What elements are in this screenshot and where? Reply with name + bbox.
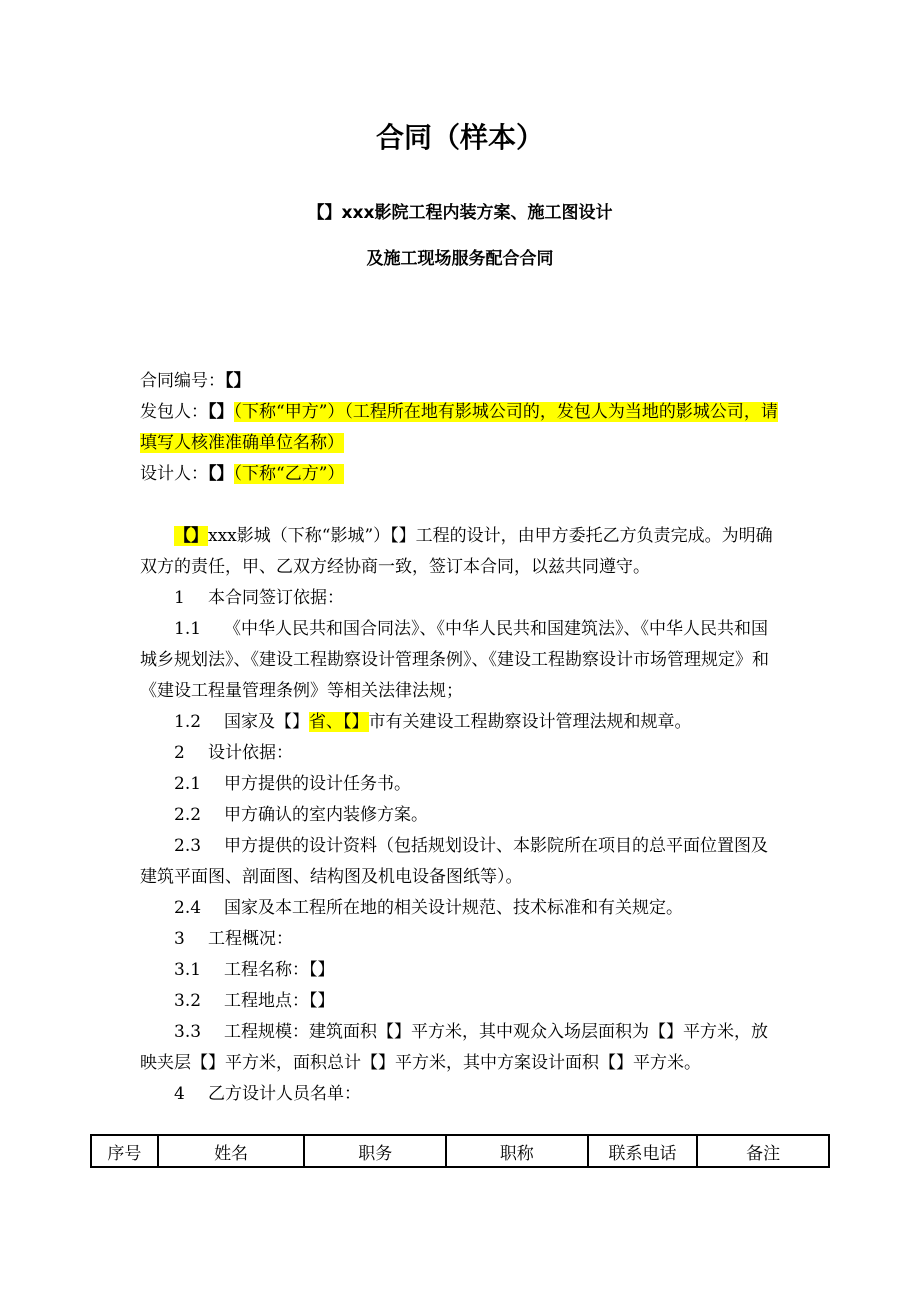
- section-2-1: [140, 769, 780, 800]
- section-2-4-text: 国家及本工程所在地的相关设计规范、技术标准和有关规定。: [224, 898, 683, 918]
- section-2-2: [140, 800, 780, 831]
- section-3-2-text: 工程地点：【】: [224, 991, 335, 1011]
- contract-number-line: [140, 366, 780, 397]
- section-1-1: [140, 614, 780, 707]
- section-1-2: [140, 707, 780, 738]
- section-2-1-number: 2.1: [174, 774, 202, 794]
- contract-subtitle-line-1: 【】xxx影院工程内装方案、施工图设计: [307, 203, 613, 223]
- section-2-4: [140, 893, 780, 924]
- staff-table-header-cell: 职称: [446, 1135, 588, 1167]
- party-a-note: （下称“甲方”）（工程所在地有影城公司的，发包人为当地的影城公司，请填写人核准准确单位名称）: [140, 402, 778, 453]
- spacer: [140, 490, 780, 521]
- staff-table-header-row: [91, 1135, 829, 1167]
- section-3-3: [140, 1017, 780, 1079]
- intro-paragraph: [140, 521, 780, 583]
- section-2-2-text: 甲方确认的室内装修方案。: [224, 805, 428, 825]
- intro-text: xxx影城（下称“影城”）【】工程的设计，由甲方委托乙方负责完成。为明确双方的责任，甲、乙双方经协商一致，签订本合同，以兹共同遵守。: [140, 526, 773, 577]
- section-3-3-text: 工程规模：建筑面积【】平方米，其中观众入场层面积为【】平方米，放映夹层【】平方米，面积总计【】平方米，其中方案设计面积【】平方米。: [140, 1022, 768, 1073]
- staff-table-header-cell: 联系电话: [588, 1135, 698, 1167]
- staff-table-header-cell: 姓名: [158, 1135, 305, 1167]
- section-1-number: 1: [174, 588, 185, 608]
- contract-body: [140, 366, 780, 1110]
- section-2-number: 2: [174, 743, 185, 763]
- section-1-2-text-pre: 国家及【】: [224, 712, 309, 732]
- section-4: [140, 1079, 780, 1110]
- staff-table: [90, 1134, 830, 1168]
- section-3-1-text: 工程名称：【】: [224, 960, 335, 980]
- section-2: [140, 738, 780, 769]
- staff-table-header-cell: 序号: [91, 1135, 158, 1167]
- section-2-3-number: 2.3: [174, 836, 202, 856]
- section-4-number: 4: [174, 1084, 185, 1104]
- section-2-4-number: 2.4: [174, 898, 202, 918]
- party-b-note: （下称“乙方”）: [233, 464, 345, 484]
- section-3-3-number: 3.3: [174, 1022, 202, 1042]
- staff-table-header-cell: 备注: [697, 1135, 829, 1167]
- party-a-line: [140, 397, 780, 459]
- contract-number-value: 【】: [225, 371, 251, 391]
- staff-table-header-cell: 职务: [304, 1135, 446, 1167]
- section-1-1-number: 1.1: [174, 619, 202, 639]
- section-4-text: 乙方设计人员名单：: [208, 1084, 361, 1104]
- section-3-1-number: 3.1: [174, 960, 202, 980]
- party-b-line: [140, 459, 780, 490]
- section-3: [140, 924, 780, 955]
- section-1-1-text: 《中华人民共和国合同法》、《中华人民共和国建筑法》、《中华人民共和国城乡规划法》、《建设工程勘察设计管理条例》、《建设工程勘察设计市场管理规定》和《建设工程量管理条例》等相关法律法规；: [140, 619, 769, 701]
- section-2-3-text: 甲方提供的设计资料（包括规划设计、本影院所在项目的总平面位置图及建筑平面图、剖面图、结构图及机电设备图纸等）。: [140, 836, 768, 887]
- section-1-2-highlight: 省、【】: [309, 712, 369, 732]
- party-b-value: 【】: [208, 464, 234, 484]
- party-a-value: 【】: [208, 402, 234, 422]
- section-2-1-text: 甲方提供的设计任务书。: [224, 774, 411, 794]
- section-1: [140, 583, 780, 614]
- contract-number-label: 合同编号：: [140, 371, 225, 391]
- section-1-2-number: 1.2: [174, 712, 202, 732]
- section-2-2-number: 2.2: [174, 805, 202, 825]
- party-b-label: 设计人：: [140, 464, 208, 484]
- section-3-number: 3: [174, 929, 185, 949]
- party-a-label: 发包人：: [140, 402, 208, 422]
- section-3-2-number: 3.2: [174, 991, 202, 1011]
- section-3-text: 工程概况：: [208, 929, 293, 949]
- section-2-text: 设计依据：: [208, 743, 293, 763]
- section-3-1: [140, 955, 780, 986]
- section-3-2: [140, 986, 780, 1017]
- document-title: 合同（样本）: [375, 121, 544, 154]
- contract-subtitle-line-2: 及施工现场服务配合合同: [366, 249, 554, 269]
- section-1-2-text-post: 市有关建设工程勘察设计管理法规和规章。: [368, 712, 692, 732]
- section-2-3: [140, 831, 780, 893]
- intro-bracket: 【】: [174, 526, 208, 546]
- section-1-text: 本合同签订依据：: [208, 588, 344, 608]
